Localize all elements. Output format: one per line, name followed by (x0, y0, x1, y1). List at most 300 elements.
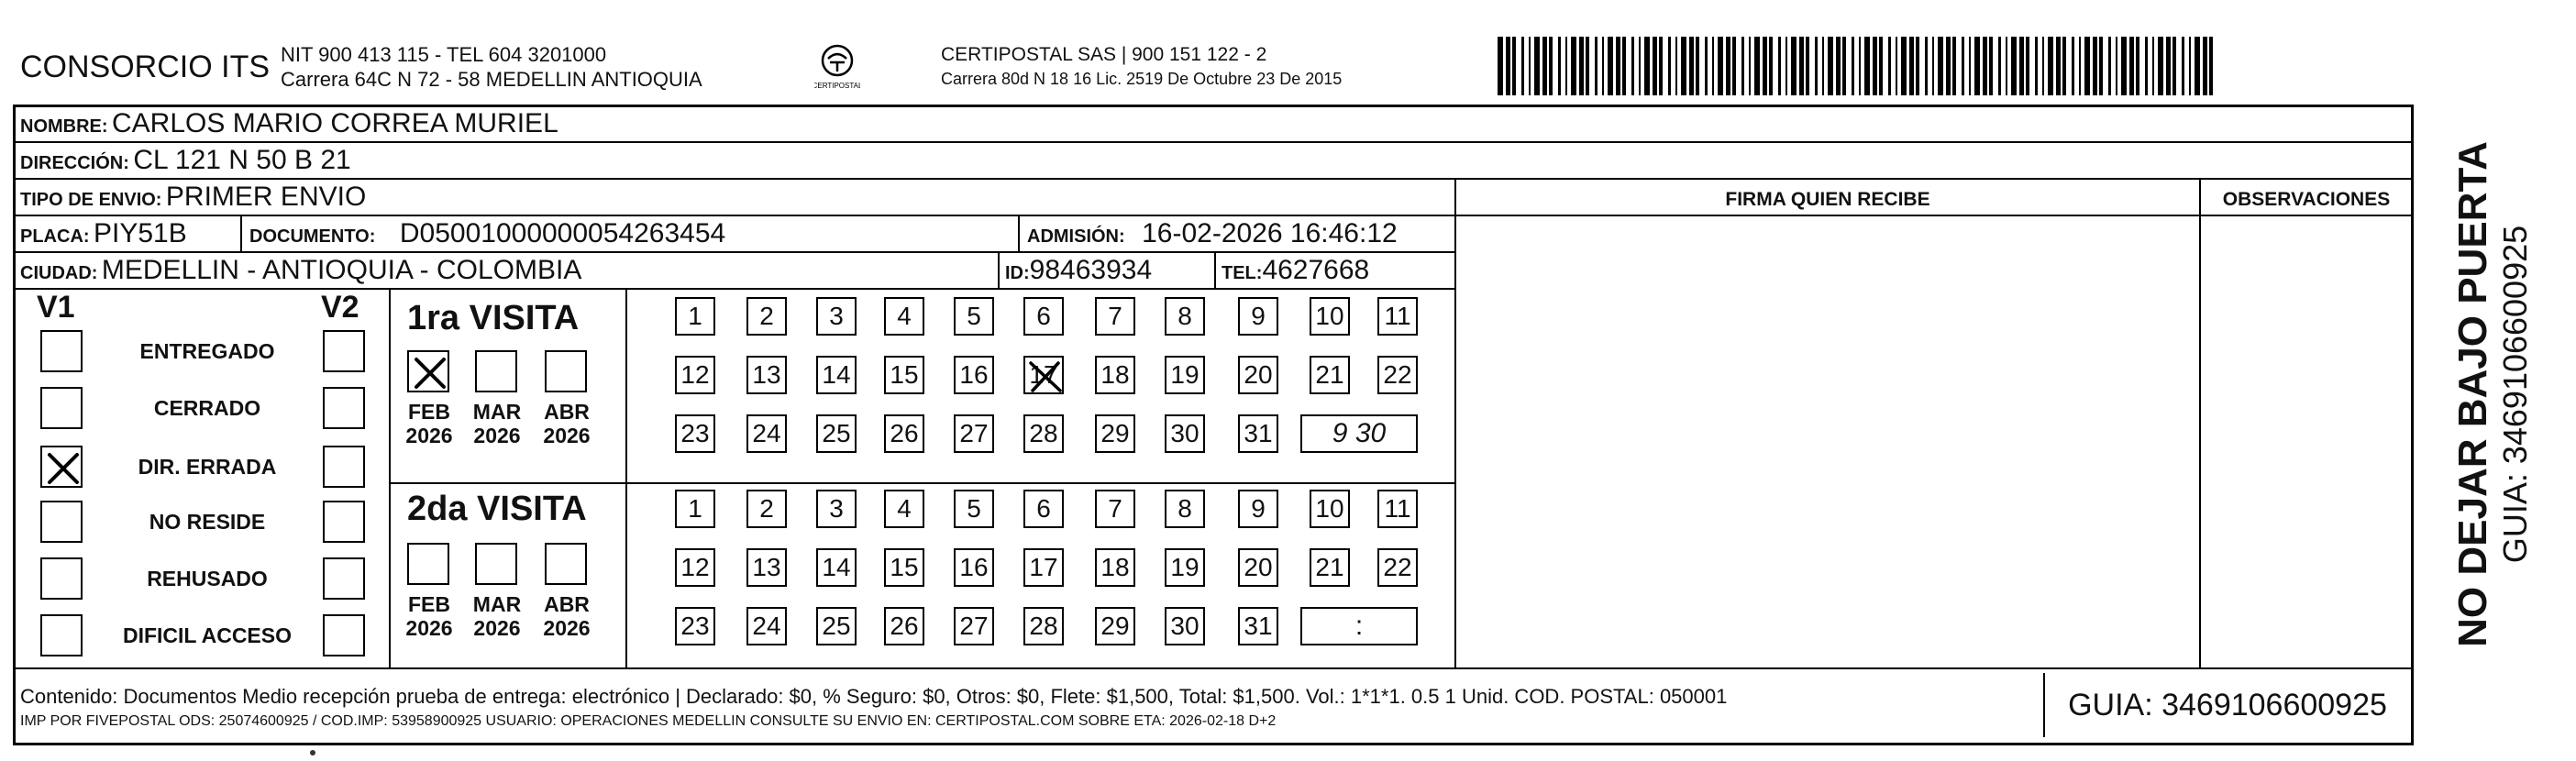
barcode-bar (2145, 37, 2148, 95)
visit1-day-box[interactable] (1238, 297, 1278, 336)
barcode-bar (2079, 37, 2081, 95)
day-number: 21 (1315, 553, 1344, 581)
barcode-bar (1952, 37, 1956, 95)
rule (625, 288, 627, 667)
barcode-bar (2099, 37, 2103, 95)
visit1-day-box[interactable] (746, 356, 787, 394)
barcode-bar (1864, 37, 1870, 95)
ciudad-label: CIUDAD: (20, 263, 98, 283)
v2-checkbox[interactable] (323, 387, 365, 429)
barcode-bar (1718, 37, 1723, 95)
barcode-bar (2108, 37, 2111, 95)
observaciones-title: OBSERVACIONES (2222, 189, 2391, 210)
barcode-bar (2056, 37, 2061, 95)
barcode-bar (1769, 37, 1773, 95)
visit2-day-box[interactable] (746, 490, 787, 528)
day-number: 15 (890, 553, 919, 581)
visit2-day-box[interactable] (1377, 548, 1418, 587)
barcode-bar (1901, 37, 1907, 95)
visit1-month-checkbox[interactable] (407, 350, 449, 392)
visit2-day-box[interactable] (675, 607, 715, 645)
barcode-bar (1763, 37, 1767, 95)
visit2-day-box[interactable] (1165, 490, 1205, 528)
barcode-bar (1675, 37, 1677, 95)
day-number: 12 (680, 360, 710, 389)
rule (13, 141, 2414, 143)
barcode-bar (1909, 37, 1914, 95)
day-number: 19 (1170, 360, 1200, 389)
day-number: 26 (890, 612, 919, 640)
day-number: 4 (897, 302, 912, 330)
ciudad-row (20, 255, 581, 286)
barcode-bar (1681, 37, 1686, 95)
day-number: 25 (822, 612, 851, 640)
visit2-month-checkbox[interactable] (475, 543, 517, 585)
scan-speck (310, 750, 315, 755)
visit2-month-checkbox[interactable] (407, 543, 449, 585)
id-value: 98463934 (1029, 255, 1153, 285)
visit2-day-box[interactable] (1165, 548, 1205, 587)
barcode-bar (1668, 37, 1671, 95)
visit2-day-box[interactable] (1023, 490, 1064, 528)
day-number: 2 (759, 494, 774, 523)
visit1-day-box[interactable] (954, 297, 994, 336)
barcode-bar (1653, 37, 1657, 95)
barcode-bar (2152, 37, 2154, 95)
barcode-bar (2011, 37, 2017, 95)
barcode-bar (1938, 37, 1943, 95)
visit1-month-checkbox[interactable] (475, 350, 517, 392)
rule (240, 215, 242, 251)
month-name: MAR (472, 400, 522, 424)
barcode-bar (1925, 37, 1928, 95)
rule (389, 288, 391, 667)
visit2-day-box[interactable] (884, 607, 924, 645)
barcode-bar (2136, 37, 2139, 95)
visit1-time-box[interactable]: 9 30 (1300, 414, 1418, 453)
visit1-day-box[interactable] (884, 414, 924, 453)
day-number: 17 (1029, 553, 1058, 581)
visit2-day-box[interactable] (1095, 548, 1135, 587)
visit2-day-box[interactable] (816, 548, 857, 587)
barcode-bar (1896, 37, 1897, 95)
visit2-day-box[interactable] (954, 548, 994, 587)
barcode-bar (1659, 37, 1663, 95)
day-number: 31 (1244, 612, 1273, 640)
visit2-day-box[interactable] (746, 607, 787, 645)
day-number: 24 (752, 612, 781, 640)
barcode-bar (1836, 37, 1841, 95)
day-number: 12 (680, 553, 710, 581)
barcode-bar (1521, 37, 1524, 95)
rule (13, 178, 2414, 180)
visit2-day-box[interactable] (1023, 548, 1064, 587)
day-number: 24 (752, 419, 781, 447)
visit2-day-box[interactable] (1310, 548, 1350, 587)
visit1-month-label (404, 400, 455, 447)
day-number: 8 (1177, 302, 1192, 330)
day-number: 6 (1036, 302, 1051, 330)
barcode-bar (1644, 37, 1650, 95)
visit1-day-box[interactable] (1165, 297, 1205, 336)
barcode-bar (2026, 37, 2029, 95)
day-number: 20 (1244, 553, 1273, 581)
day-number: 7 (1108, 302, 1122, 330)
admision-label: ADMISIÓN: (1027, 226, 1125, 247)
visit1-day-box[interactable] (1095, 356, 1135, 394)
day-number: 22 (1383, 360, 1412, 389)
barcode-bar (2084, 37, 2090, 95)
barcode-bar (1962, 37, 1964, 95)
visit1-day-box[interactable] (675, 297, 715, 336)
day-number: 31 (1244, 419, 1273, 447)
v2-checkbox[interactable] (323, 446, 365, 488)
day-number: 15 (890, 360, 919, 389)
rule (389, 482, 1454, 484)
tipo-envio-value: PRIMER ENVIO (165, 182, 367, 212)
month-name: FEB (408, 592, 450, 616)
visit2-day-box[interactable] (1095, 490, 1135, 528)
status-option-label: NO RESIDE (149, 510, 266, 534)
visit2-day-box[interactable] (1310, 490, 1350, 528)
day-number: 22 (1383, 553, 1412, 581)
barcode-bar (1754, 37, 1760, 95)
nit-line: NIT 900 413 115 - TEL 604 3201000 (281, 43, 607, 66)
firma-title: FIRMA QUIEN RECIBE (1725, 189, 1930, 210)
barcode-bar (2166, 37, 2171, 95)
barcode-bar (2062, 37, 2066, 95)
rule (13, 667, 2414, 669)
day-number: 23 (680, 612, 710, 640)
barcode-bar (1571, 37, 1576, 95)
barcode-bar (1828, 37, 1833, 95)
day-number: 30 (1170, 612, 1200, 640)
visit2-day-box[interactable] (1095, 607, 1135, 645)
barcode-bar (1498, 37, 1503, 95)
visit1-title: 1ra VISITA (407, 299, 580, 337)
month-name: ABR (544, 400, 590, 424)
barcode-bar (2048, 37, 2053, 95)
visit1-day-box[interactable] (1165, 414, 1205, 453)
tipo-envio-row (20, 182, 366, 213)
barcode-bar (1631, 37, 1634, 95)
barcode-bar (2129, 37, 2134, 95)
barcode-bar (1888, 37, 1891, 95)
visit2-day-box[interactable] (746, 548, 787, 587)
barcode-bar (2203, 37, 2207, 95)
documento-row (249, 218, 725, 249)
barcode-bar (1512, 37, 1516, 95)
visit1-day-box[interactable] (816, 414, 857, 453)
rule (13, 288, 1454, 290)
barcode-bar (1879, 37, 1883, 95)
month-name: MAR (472, 592, 522, 616)
day-number: 9 (1251, 494, 1266, 523)
barcode-bar (1579, 37, 1584, 95)
barcode (1498, 37, 2222, 95)
certipostal-license: Carrera 80d N 18 16 Lic. 2519 De Octubre 23 De 2015 (941, 70, 1343, 88)
day-number: 5 (967, 494, 981, 523)
visit2-day-box[interactable] (675, 490, 715, 528)
v2-header: V2 (321, 290, 359, 325)
barcode-bar (1932, 37, 1934, 95)
ciudad-value: MEDELLIN - ANTIOQUIA - COLOMBIA (101, 255, 582, 285)
barcode-bar (1983, 37, 1987, 95)
barcode-bar (1689, 37, 1694, 95)
visit1-month-checkbox[interactable] (545, 350, 587, 392)
v2-checkbox[interactable] (323, 614, 365, 656)
day-number: 1 (688, 302, 702, 330)
barcode-bar (1974, 37, 1980, 95)
visit2-day-box[interactable] (1165, 607, 1205, 645)
day-number: 21 (1315, 360, 1344, 389)
visit1-day-box[interactable] (1238, 356, 1278, 394)
visit1-day-box[interactable] (1095, 414, 1135, 453)
barcode-bar (2019, 37, 2024, 95)
admision-value: 16-02-2026 16:46:12 (1142, 218, 1398, 248)
status-option-label: REHUSADO (147, 567, 268, 590)
visit2-month-checkbox[interactable] (545, 543, 587, 585)
day-number: 1 (688, 494, 702, 523)
visit1-day-box[interactable] (1023, 356, 1064, 394)
company-info (281, 42, 702, 92)
visit1-day-box[interactable] (954, 356, 994, 394)
month-name: FEB (408, 400, 450, 424)
visit2-day-box[interactable] (884, 548, 924, 587)
day-number: 10 (1315, 494, 1344, 523)
guia-number: GUIA: 3469106600925 (2043, 673, 2410, 737)
day-number: 13 (752, 553, 781, 581)
direccion-value: CL 121 N 50 B 21 (133, 145, 351, 175)
barcode-bar (1842, 37, 1846, 95)
day-number: 29 (1100, 419, 1130, 447)
v2-checkbox[interactable] (323, 557, 365, 600)
month-year: 2026 (473, 424, 521, 447)
day-number: 23 (680, 419, 710, 447)
rule (13, 215, 2414, 216)
day-number: 2 (759, 302, 774, 330)
v2-checkbox[interactable] (323, 330, 365, 372)
day-number: 11 (1384, 494, 1411, 523)
barcode-bar (2116, 37, 2117, 95)
visit1-day-box[interactable] (1023, 414, 1064, 453)
barcode-bar (2195, 37, 2200, 95)
visit2-day-box[interactable] (816, 607, 857, 645)
visit1-day-box[interactable] (746, 414, 787, 453)
visit2-day-box[interactable] (675, 548, 715, 587)
placa-label: PLACA: (20, 226, 90, 247)
visit1-day-box[interactable] (746, 297, 787, 336)
company-name: CONSORCIO ITS (20, 50, 271, 84)
barcode-bar (2172, 37, 2176, 95)
visit1-day-box[interactable] (884, 297, 924, 336)
day-mark (1025, 358, 1066, 396)
barcode-bar (1969, 37, 1971, 95)
tel-label: TEL: (1222, 263, 1263, 283)
visit1-month-label (541, 400, 592, 447)
barcode-bar (1873, 37, 1877, 95)
barcode-bar (1799, 37, 1804, 95)
placa-row (20, 218, 187, 249)
month-year: 2026 (543, 616, 591, 640)
day-number: 5 (967, 302, 981, 330)
visit2-month-label (471, 592, 523, 640)
barcode-bar (1558, 37, 1561, 95)
direccion-label: DIRECCIÓN: (20, 153, 129, 173)
direccion-row (20, 145, 351, 176)
visit1-day-box[interactable] (954, 414, 994, 453)
visit2-day-box[interactable] (1238, 490, 1278, 528)
barcode-bar (2209, 37, 2213, 95)
day-number: 4 (897, 494, 912, 523)
v1-checkbox[interactable] (40, 330, 83, 372)
month-year: 2026 (405, 616, 453, 640)
visit2-title: 2da VISITA (407, 490, 587, 528)
barcode-bar (1712, 37, 1714, 95)
visit1-day-box[interactable] (675, 414, 715, 453)
visit2-day-box[interactable] (1377, 490, 1418, 528)
visit2-day-box[interactable] (954, 490, 994, 528)
day-number: 28 (1029, 612, 1058, 640)
barcode-bar (1859, 37, 1861, 95)
barcode-bar (1778, 37, 1781, 95)
visit2-day-box[interactable] (884, 490, 924, 528)
day-number: 6 (1036, 494, 1051, 523)
barcode-bar (2042, 37, 2044, 95)
barcode-bar (1726, 37, 1730, 95)
rule (1018, 215, 1020, 251)
barcode-bar (1705, 37, 1708, 95)
no-dejar-bajo-puerta: NO DEJAR BAJO PUERTA (2450, 141, 2495, 647)
day-number: 18 (1100, 360, 1130, 389)
admision-row (1027, 218, 1398, 249)
v1-checkbox[interactable] (40, 614, 83, 656)
day-number: 20 (1244, 360, 1273, 389)
barcode-bar (1732, 37, 1736, 95)
visit1-day-box[interactable] (1310, 356, 1350, 394)
visit1-day-box[interactable] (1377, 356, 1418, 394)
barcode-bar (1595, 37, 1598, 95)
barcode-bar (1534, 37, 1540, 95)
barcode-bar (2006, 37, 2007, 95)
day-number: 9 (1251, 302, 1266, 330)
tel-value: 4627668 (1262, 255, 1370, 285)
barcode-bar (1852, 37, 1854, 95)
visit1-day-box[interactable] (816, 297, 857, 336)
nombre-value: CARLOS MARIO CORREA MURIEL (112, 108, 558, 138)
barcode-bar (2182, 37, 2184, 95)
day-number: 11 (1384, 302, 1411, 330)
certipostal-logo (814, 42, 860, 97)
print-info-line: IMP POR FIVEPOSTAL ODS: 25074600925 / COD.IMP: 53958900925 USUARIO: OPERACIONES MEDELLIN CONSULTE SU ENVIO EN: CERTIPOSTAL.COM SOBRE ETA: 2026-02-18 D+2 (20, 713, 1277, 729)
day-number: 16 (959, 360, 989, 389)
nombre-label: NOMBRE: (20, 116, 108, 137)
day-number: 25 (822, 419, 851, 447)
documento-label: DOCUMENTO: (249, 226, 376, 247)
v2-checkbox[interactable] (323, 501, 365, 543)
barcode-bar (1565, 37, 1567, 95)
barcode-bar (2121, 37, 2127, 95)
day-number: 3 (829, 494, 844, 523)
rule (998, 251, 1000, 288)
visit2-day-box[interactable] (1238, 548, 1278, 587)
barcode-bar (1586, 37, 1589, 95)
barcode-bar (1602, 37, 1604, 95)
visit1-day-box[interactable] (1377, 297, 1418, 336)
tel-row (1222, 255, 1369, 286)
day-number: 28 (1029, 419, 1058, 447)
v1-checkbox[interactable] (40, 501, 83, 543)
barcode-bar (1622, 37, 1626, 95)
rule (2199, 178, 2201, 667)
visit2-day-box[interactable] (954, 607, 994, 645)
side-notice (2410, 141, 2575, 647)
v1-checkbox[interactable] (40, 387, 83, 429)
barcode-bar (1749, 37, 1751, 95)
day-number: 27 (959, 419, 989, 447)
day-number: 26 (890, 419, 919, 447)
nombre-row (20, 108, 558, 139)
visit1-day-box[interactable] (816, 356, 857, 394)
visit1-day-box[interactable] (1310, 297, 1350, 336)
logo-text: CERTIPOSTAL (814, 82, 860, 90)
barcode-bar (2072, 37, 2074, 95)
day-number: 16 (959, 553, 989, 581)
barcode-bar (1815, 37, 1818, 95)
barcode-bar (1786, 37, 1787, 95)
day-number: 8 (1177, 494, 1192, 523)
visit2-day-box[interactable] (1023, 607, 1064, 645)
day-number: 27 (959, 612, 989, 640)
visit1-day-box[interactable] (1238, 414, 1278, 453)
day-number: 7 (1108, 494, 1122, 523)
visit1-day-box[interactable] (675, 356, 715, 394)
barcode-bar (1549, 37, 1553, 95)
visit2-time-box[interactable]: : (1300, 607, 1418, 645)
month-year: 2026 (473, 616, 521, 640)
visit1-day-box[interactable] (1165, 356, 1205, 394)
day-number: 13 (752, 360, 781, 389)
barcode-bar (2093, 37, 2097, 95)
visit1-day-box[interactable] (1095, 297, 1135, 336)
day-number: 17 (1029, 360, 1058, 389)
documento-value: D05001000000054263454 (399, 218, 726, 248)
visit2-day-box[interactable] (816, 490, 857, 528)
certipostal-info (941, 42, 1342, 92)
barcode-bar (1998, 37, 2001, 95)
barcode-bar (1639, 37, 1641, 95)
status-option-label: ENTREGADO (139, 339, 275, 363)
visit1-day-box[interactable] (1023, 297, 1064, 336)
v1-checkbox[interactable] (40, 557, 83, 600)
barcode-bar (1529, 37, 1531, 95)
barcode-bar (1916, 37, 1919, 95)
barcode-bar (1542, 37, 1547, 95)
v1-header: V1 (37, 290, 75, 325)
visit2-month-label (541, 592, 592, 640)
barcode-bar (1608, 37, 1613, 95)
barcode-bar (1989, 37, 1993, 95)
certipostal-line: CERTIPOSTAL SAS | 900 151 122 - 2 (941, 44, 1267, 65)
rule (1454, 178, 1456, 667)
v1-checkbox[interactable] (40, 446, 83, 488)
status-option-label: DIFICIL ACCESO (122, 623, 292, 647)
month-name: ABR (544, 592, 590, 616)
barcode-bar (2189, 37, 2191, 95)
visit2-day-box[interactable] (1238, 607, 1278, 645)
visit1-day-box[interactable] (884, 356, 924, 394)
barcode-bar (2035, 37, 2038, 95)
